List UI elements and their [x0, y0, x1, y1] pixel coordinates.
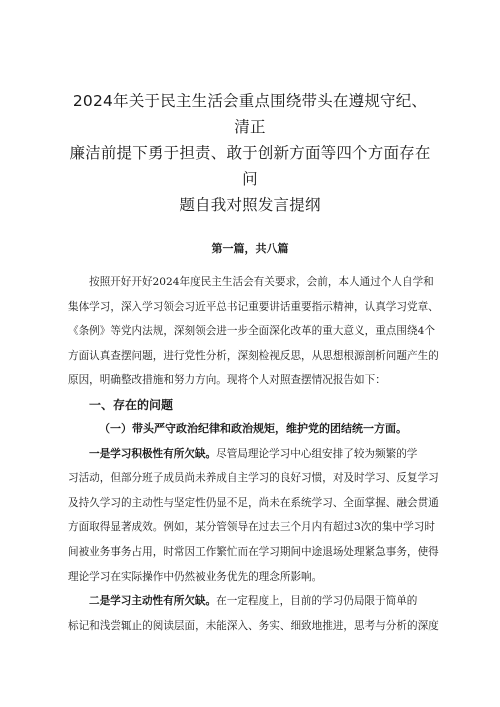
- text-line: 理论学习在实际操作中仍然被业务优先的理念所影响。: [68, 570, 323, 583]
- point-lead: 二是学习主动性有所欠缺。: [89, 595, 217, 608]
- text-line: [68, 442, 432, 467]
- text-line: 间被业务事务占用，时常因工作繁忙而在学习期间中途退场处理紧急事务，使得: [68, 545, 439, 558]
- title-line: 题自我对照发言提纲: [179, 196, 321, 214]
- point-two-paragraph: [68, 589, 439, 638]
- subsection-heading: （一）带头严守政治纪律和政治规矩，维护党的团结统一方面。: [99, 421, 407, 435]
- text-line: 及持久学习的主动性与坚定性仍显不足，尚未在系统学习、全面掌握、融会贯通: [68, 496, 439, 509]
- text-line: 方面认真查摆问题，进行党性分析，深刻检视反思，从思想根源剖析问题产生的: [68, 349, 439, 362]
- text-line: [68, 589, 432, 614]
- text-line: 方面取得显著成效。例如，某分管领导在过去三个月内有超过3次的集中学习时: [68, 521, 435, 534]
- text-line: 《条例》等党内法规，深刻领会进一步全面深化改革的重大意义，重点围绕4个: [68, 325, 435, 338]
- title-line: 廉洁前提下勇于担责、敢于创新方面等四个方面存在问: [69, 144, 431, 188]
- document-title: [68, 88, 432, 218]
- point-text: 尽管局理论学习中心组安排了较为频繁的学: [216, 447, 418, 460]
- intro-paragraph: [68, 270, 439, 393]
- text-line: 集体学习，深入学习领会习近平总书记重要讲话重要指示精神，认真学习党章、: [68, 300, 439, 313]
- text-line: 原因，明确整改措施和努力方向。现将个人对照查摆情况报告如下：: [68, 374, 386, 387]
- document-subtitle: 第一篇，共八篇: [211, 242, 289, 255]
- point-lead: 一是学习积极性有所欠缺。: [89, 447, 217, 460]
- title-line: 2024年关于民主生活会重点围绕带头在遵规守纪、清正: [72, 92, 428, 136]
- text-line: 标记和浅尝辄止的阅读层面，未能深入、务实、细致地推进，思考与分析的深度: [68, 619, 439, 632]
- section-heading: 一、存在的问题: [89, 397, 174, 412]
- point-one-paragraph: [68, 442, 439, 590]
- point-text: 在一定程度上，目前的学习仍局限于简单的: [216, 595, 418, 608]
- text-line: 按照开好开好2024年度民主生活会有关要求，会前，本人通过个人自学和: [89, 276, 434, 288]
- text-line: 习活动，但部分班子成员尚未养成自主学习的良好习惯，对及时学习、反复学习: [68, 472, 439, 485]
